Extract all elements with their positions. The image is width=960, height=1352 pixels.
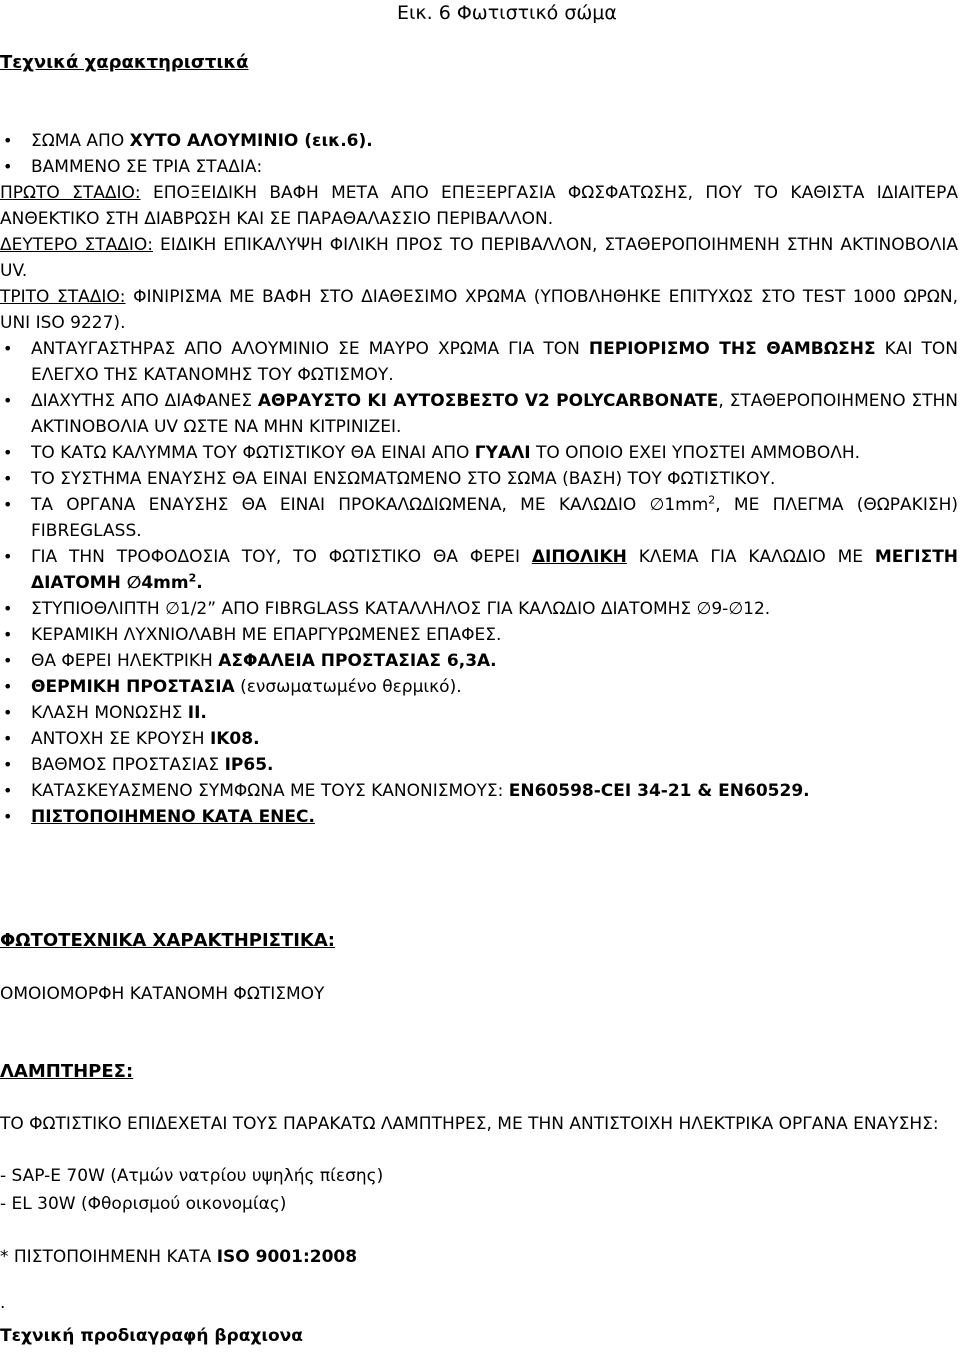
photometric-title: ΦΩΤΟΤΕΧΝΙΚΑ ΧΑΡΑΚΤΗΡΙΣΤΙΚΑ: <box>0 930 336 951</box>
list-item: • ΤΟ ΚΑΤΩ ΚΑΛΥΜΜΑ ΤΟΥ ΦΩΤΙΣΤΙΚΟΥ ΘΑ ΕΙΝΑΙ ΑΠΟ ΓΥΑΛΙ ΤΟ ΟΠΟΙΟ ΕΧΕΙ ΥΠΟΣΤΕΙ ΑΜΜΟΒΟΛΗ. <box>0 440 958 466</box>
diameter-icon: ∅ <box>165 599 180 619</box>
list-item: • ΤΟ ΣΥΣΤΗΜΑ ΕΝΑΥΣΗΣ ΘΑ ΕΙΝΑΙ ΕΝΣΩΜΑΤΩΜΕΝΟ ΣΤΟ ΣΩΜΑ (ΒΑΣΗ) ΤΟΥ ΦΩΤΙΣΤΙΚΟΥ. <box>0 466 958 492</box>
stage-1: ΠΡΩΤΟ ΣΤΑΔΙΟ: ΕΠΟΞΕΙΔΙΚΗ ΒΑΦΗ ΜΕΤΑ ΑΠΟ ΕΠΕΞΕΡΓΑΣΙΑ ΦΩΣΦΑΤΩΣΗΣ, ΠΟΥ ΤΟ ΚΑΘΙΣΤΑ ΙΔΙΑΙΤΕΡΑ ΑΝΘΕΚΤΙΚΟ ΣΤΗ ΔΙΑΒΡΩΣΗ ΚΑΙ ΣΕ ΠΑΡΑΘΑΛΑΣΣΙΟ ΠΕΡΙΒΑΛΛΟΝ. <box>0 183 959 229</box>
list-item: • ΤΑ ΟΡΓΑΝΑ ΕΝΑΥΣΗΣ ΘΑ ΕΙΝΑΙ ΠΡΟΚΑΛΩΔΙΩΜΕΝΑ, ΜΕ ΚΑΛΩΔΙΟ $\emptyset 1mm^2$, ΜΕ ΠΛΕΓΜΑ (ΘΩΡΑΚΙΣΗ) FIBREGLASS. <box>0 492 958 544</box>
list-item: • ΒΑΘΜΟΣ ΠΡΟΣΤΑΣΙΑΣ IP65. <box>0 752 958 778</box>
list-item: • ΑΝΤΑΥΓΑΣΤΗΡΑΣ ΑΠΟ ΑΛΟΥΜΙΝΙΟ ΣΕ ΜΑΥΡΟ ΧΡΩΜΑ ΓΙΑ ΤΟΝ ΠΕΡΙΟΡΙΣΜΟ ΤΗΣ ΘΑΜΒΩΣΗΣ ΚΑΙ ΤΟΝ ΕΛΕΓΧΟ ΤΗΣ ΚΑΤΑΝΟΜΗΣ ΤΟΥ ΦΩΤΙΣΜΟΥ. <box>0 336 958 388</box>
diameter-icon: ∅ <box>126 573 142 593</box>
list-item: • ΘΕΡΜΙΚΗ ΠΡΟΣΤΑΣΙΑ (ενσωματωμένο θερμικό). <box>0 674 958 700</box>
lamps-text: ΤΟ ΦΩΤΙΣΤΙΚΟ ΕΠΙΔΕΧΕΤΑΙ ΤΟΥΣ ΠΑΡΑΚΑΤΩ ΛΑΜΠΤΗΡΕΣ, ΜΕ ΤΗΝ ΑΝΤΙΣΤΟΙΧΗ ΗΛΕΚΤΡΙΚΑ ΟΡΓΑΝΑ ΕΝΑΥΣΗΣ: <box>0 1114 939 1134</box>
list-item: • ΑΝΤΟΧΗ ΣΕ ΚΡΟΥΣΗ IK08. <box>0 726 958 752</box>
list-item: • ΚΛΑΣΗ ΜΟΝΩΣΗΣ ΙΙ. <box>0 700 958 726</box>
photometric-text: ΟΜΟΙΟΜΟΡΦΗ ΚΑΤΑΝΟΜΗ ΦΩΤΙΣΜΟΥ <box>0 984 325 1004</box>
diameter-icon: ∅ <box>728 599 744 619</box>
list-item: • ΘΑ ΦΕΡΕΙ ΗΛΕΚΤΡΙΚΗ ΑΣΦΑΛΕΙΑ ΠΡΟΣΤΑΣΙΑΣ 6,3Α. <box>0 648 958 674</box>
lamp-item: - EL 30W (Φθορισμού οικονομίας) <box>0 1194 287 1214</box>
list-item: • ΔΙΑΧΥΤΗΣ ΑΠΟ ΔΙΑΦΑΝΕΣ ΑΘΡΑΥΣΤΟ ΚΙ ΑΥΤΟΣΒΕΣΤΟ V2 POLYCARBONATE, ΣΤΑΘΕΡΟΠΟΙΗΜΕΝΟ ΣΤΗΝ ΑΚΤΙΝΟΒΟΛΙΑ UV ΩΣΤΕ ΝΑ ΜΗΝ ΚΙΤΡΙΝΙΖΕΙ. <box>0 388 958 440</box>
stage-3: ΤΡΙΤΟ ΣΤΑΔΙΟ: ΦΙΝΙΡΙΣΜΑ ΜΕ ΒΑΦΗ ΣΤΟ ΔΙΑΘΕΣΙΜΟ ΧΡΩΜΑ (ΥΠΟΒΛΗΘΗΚΕ ΕΠΙΤΥΧΩΣ ΣΤΟ TEST 1000 ΩΡΩΝ, UNI ISO 9227). <box>0 287 958 333</box>
iso-certification: * ΠΙΣΤΟΠΟΙΗΜΕΝΗ ΚΑΤΑ ISO 9001:2008 <box>0 1247 358 1267</box>
stage-2: ΔΕΥΤΕΡΟ ΣΤΑΔΙΟ: ΕΙΔΙΚΗ ΕΠΙΚΑΛΥΨΗ ΦΙΛΙΚΗ ΠΡΟΣ ΤΟ ΠΕΡΙΒΑΛΛΟΝ, ΣΤΑΘΕΡΟΠΟΙΗΜΕΝΗ ΣΤΗΝ ΑΚΤΙΝΟΒΟΛΙΑ UV. <box>0 235 958 281</box>
list-item: • ΠΙΣΤΟΠΟΙΗΜΕΝΟ ΚΑΤΑ ENEC. <box>0 804 958 830</box>
arm-spec-title: Τεχνική προδιαγραφή βραχιονα <box>0 1326 303 1346</box>
list-item: • ΒΑΜΜΕΝΟ ΣΕ ΤΡΙΑ ΣΤΑΔΙΑ: <box>0 154 958 180</box>
lamp-item: - SAP-E 70W (Ατμών νατρίου υψηλής πίεσης) <box>0 1166 384 1186</box>
list-item: • ΚΑΤΑΣΚΕΥΑΣΜΕΝΟ ΣΥΜΦΩΝΑ ΜΕ ΤΟΥΣ ΚΑΝΟΝΙΣΜΟΥΣ: EN60598-CEI 34-21 & EN60529. <box>0 778 958 804</box>
list-item: • ΣΤΥΠΙΟΘΛΙΠΤΗ ∅1/2” ΑΠΟ FIBRGLASS ΚΑΤΑΛΛΗΛΟΣ ΓΙΑ ΚΑΛΩΔΙΟ ΔΙΑΤΟΜΗΣ ∅9-∅12. <box>0 596 958 622</box>
spec-list <box>0 128 958 830</box>
list-item: • ΓΙΑ ΤΗΝ ΤΡΟΦΟΔΟΣΙΑ ΤΟΥ, ΤΟ ΦΩΤΙΣΤΙΚΟ ΘΑ ΦΕΡΕΙ ΔΙΠΟΛΙΚΗ ΚΛΕΜΑ ΓΙΑ ΚΑΛΩΔΙΟ ΜΕ ΜΕΓΙΣΤΗ ΔΙΑΤΟΜΗ $\emptyset 4mm^2$. <box>0 544 958 596</box>
lamps-title: ΛΑΜΠΤΗΡΕΣ: <box>0 1061 134 1082</box>
diameter-icon: ∅ <box>696 599 712 619</box>
figure-caption: Εικ. 6 Φωτιστικό σώμα <box>397 2 617 24</box>
list-item: • ΣΩΜΑ ΑΠΟ ΧΥΤΟ ΑΛΟΥΜΙΝΙΟ (εικ.6). <box>0 128 958 154</box>
diameter-icon: ∅ <box>649 495 665 515</box>
list-item: • ΚΕΡΑΜΙΚΗ ΛΥΧΝΙΟΛΑΒΗ ΜΕ ΕΠΑΡΓΥΡΩΜΕΝΕΣ ΕΠΑΦΕΣ. <box>0 622 958 648</box>
tech-title: Τεχνικά χαρακτηριστικά <box>0 52 249 73</box>
separator-dot: . <box>0 1293 6 1313</box>
